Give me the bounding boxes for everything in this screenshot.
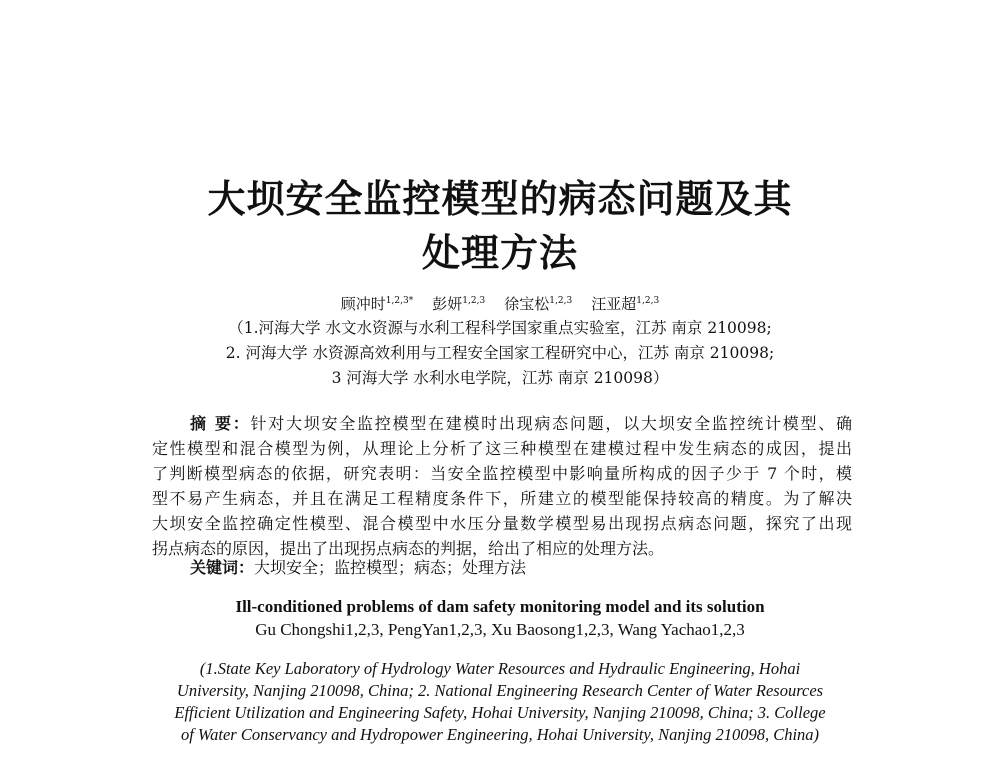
author-affiliation-marker: 1,2,3 (636, 296, 660, 306)
english-affiliation-line: of Water Conservancy and Hydropower Engineering, Hohai University, Nanjing 210098, China) (180, 725, 820, 744)
abstract-line: 大坝安全监控确定性模型、混合模型中水压分量数学模型易出现拐点病态问题，探究了出现 (152, 514, 852, 533)
author-name: 顾冲时 (340, 295, 386, 313)
english-affiliation-line: (1.State Key Laboratory of Hydrology Water Resources and Hydraulic Engineering, Hohai (199, 659, 801, 678)
author-name: 彭妍 (432, 295, 463, 313)
abstract-line: 了判断模型病态的依据，研究表明：当安全监控模型中影响量所构成的因子少于 7 个时，模 (152, 464, 852, 483)
paper-title-line-2: 处理方法 (421, 230, 578, 275)
keywords-label: 关键词： (190, 558, 255, 577)
author-name: 汪亚超 (591, 295, 637, 313)
abstract-text: 针对大坝安全监控模型在建模时出现病态问题，以大坝安全监控统计模型、确 (250, 414, 852, 433)
author-affiliation-marker: 1,2,3 (462, 296, 486, 306)
abstract-line: 定性模型和混合模型为例，从理论上分析了这三种模型在建模过程中发生病态的成因，提出 (152, 439, 852, 458)
affiliation-line: （1.河海大学 水文水资源与水利工程科学国家重点实验室，江苏 南京 210098; (228, 319, 772, 337)
abstract-line (190, 411, 852, 434)
author-affiliation-marker: 1,2,3 (549, 296, 573, 306)
english-affiliation-line: Efficient Utilization and Engineering Safety, Hohai University, Nanjing 210098, China; 3. College (174, 703, 826, 722)
affiliation-line: 2. 河海大学 水资源高效利用与工程安全国家工程研究中心，江苏 南京 210098; (225, 344, 775, 362)
english-title: Ill-conditioned problems of dam safety monitoring model and its solution (235, 597, 765, 616)
affiliation-line: 3 河海大学 水利水电学院，江苏 南京 210098） (331, 369, 669, 387)
abstract-label: 摘 要： (190, 414, 251, 433)
keywords-text: 大坝安全；监控模型；病态；处理方法 (254, 558, 527, 577)
abstract-line: 拐点病态的原因，提出了出现拐点病态的判据，给出了相应的处理方法。 (152, 539, 665, 558)
author-list (0, 293, 1000, 314)
english-authors: Gu Chongshi1,2,3, PengYan1,2,3, Xu Baosong1,2,3, Wang Yachao1,2,3 (255, 620, 745, 639)
author-affiliation-marker: 1,2,3* (385, 296, 414, 306)
abstract-line: 型不易产生病态，并且在满足工程精度条件下，所建立的模型能保持较高的精度。为了解决 (152, 489, 852, 508)
keywords-line (190, 555, 890, 578)
english-affiliation-line: University, Nanjing 210098, China; 2. National Engineering Research Center of Water Resources (176, 681, 824, 700)
paper-title-line-1: 大坝安全监控模型的病态问题及其 (207, 176, 793, 221)
author-name: 徐宝松 (504, 295, 550, 313)
